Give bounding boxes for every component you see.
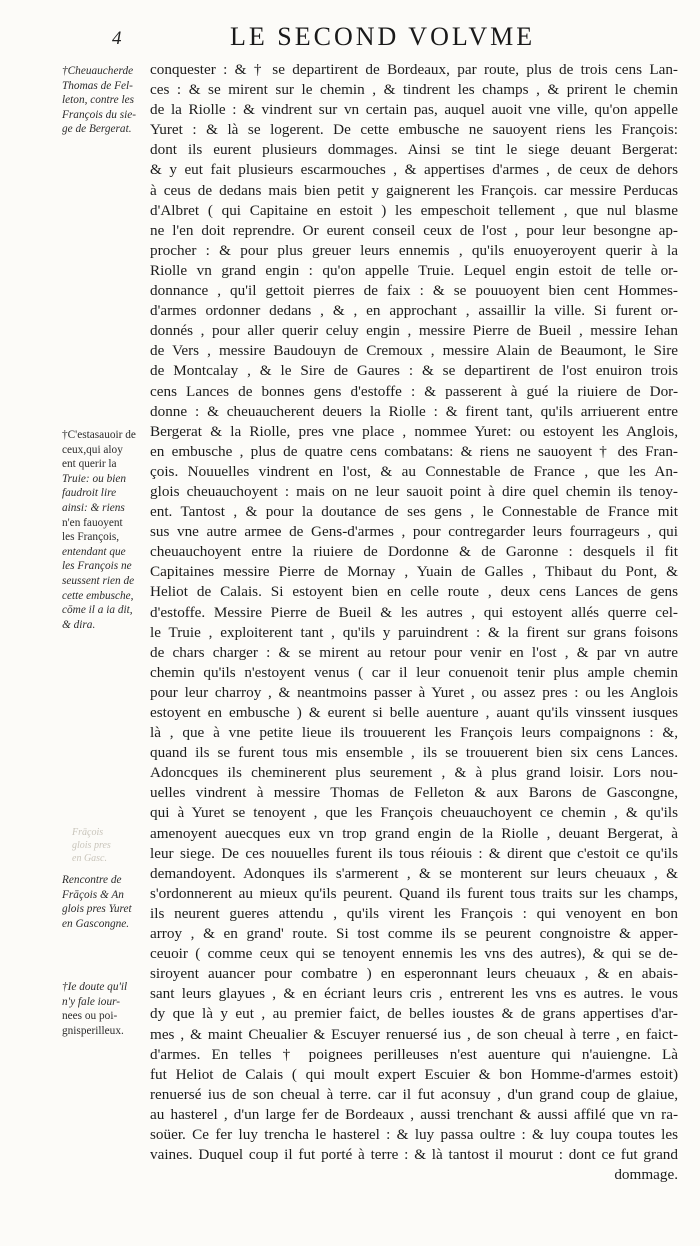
page-number: 4	[112, 28, 122, 49]
margin-note-line: entendant que	[62, 545, 126, 558]
body-line: glois cheuauchoyent : mais on ne leur sauoit point à dire quel chemin ils tenoy-	[150, 482, 678, 500]
margin-note-line: & dira.	[62, 618, 96, 631]
margin-note-line: gnisperilleux.	[62, 1024, 124, 1037]
body-line: renuersé ius de son cheual à terre. car il fut aconsuy , d'un grand coup de glaiue,	[150, 1085, 678, 1103]
body-line: donnés , pour aller querir celuy engin , messire Pierre de Bueil , messire Iehan	[150, 322, 678, 340]
body-line: pour leur charroy , & neantmoins passer à Yuret , ou assez pres : ou les Anglois	[150, 683, 678, 701]
margin-note-line: seussent rien de	[62, 574, 135, 587]
margin-note-line: cette embusche,	[62, 589, 134, 602]
body-line: là , que à vne petite lieue ils trouuerent les François leurs compaignons : &,	[150, 724, 678, 742]
body-line: en embusche , plus de quatre cens combatans: & riens ne sauoyent † des Fran-	[150, 442, 678, 460]
margin-note-line: les François ne	[62, 560, 132, 573]
margin-note-3	[62, 873, 150, 931]
margin-note-line: Truie: ou bien	[62, 472, 127, 485]
margin-note-line: ent querir la	[62, 458, 117, 471]
margin-note-line: François du sie-	[62, 108, 137, 121]
margin-note-line: ge de Bergerat.	[62, 123, 132, 136]
body-line: de Vers , messire Baudouyn de Cremoux , messire Alain de Beaumont, le Sire	[150, 342, 678, 360]
margin-note-4	[62, 980, 150, 1038]
body-line: mes , & maint Cheualier & Escuyer renuersé ius , de son cheual à terre , en faict-	[150, 1025, 678, 1043]
body-line: Bergerat & la Riolle, pres vne place , nommee Yuret: ou estoyent les Anglois,	[150, 422, 678, 440]
body-line: demandoyent. Adonques ils s'armerent , & se monterent sur leurs cheuaux , &	[150, 864, 678, 882]
catchword: dommage.	[614, 1166, 678, 1184]
margin-note-2	[62, 428, 150, 632]
margin-note-line: les François,	[62, 531, 120, 544]
body-line: dy que là y eut , au premier faict, de belles ioustes & de grans appertises d'ar-	[150, 1005, 678, 1023]
margin-note-line: ceux,qui aloy	[62, 443, 123, 456]
margin-note-line: †Ie doute qu'il	[62, 981, 128, 993]
body-line: ils neurent gueres attendu , qu'ils virent les François : qui venoyent en bon	[150, 904, 678, 922]
margin-note-line: leton, contre les	[62, 94, 135, 107]
body-line: Riolle vn grand engin : qu'on appelle Truie. Lequel engin estoit de telle or-	[150, 261, 678, 279]
ghost-line: Frāçois	[72, 827, 104, 838]
margin-note-line: ainsi: & riens	[62, 501, 125, 514]
page-header	[112, 22, 592, 52]
body-line: sus vne autre armee de Gens-d'armes , pour contregarder leurs fourrageurs , qui	[150, 523, 678, 541]
margin-note-line: Thomas de Fel-	[62, 79, 133, 92]
body-line: donne : & cheuaucherent deuers la Riolle : & firent tant, qu'ils arriuerent entre	[150, 402, 678, 420]
body-line: estoyent en embusche ) & eurent si belle auenture , auant qu'ils vinssent iusques	[150, 704, 678, 721]
show-through-text	[72, 826, 111, 865]
body-line: vaines. Duquel coup il fut porté à terre : & là tantost il mourut : dont ce fut grand	[150, 1146, 678, 1164]
body-line: d'estoffe. Messire Pierre de Bueil & les autres , qui estoyent allés querre cel-	[150, 603, 678, 621]
body-line: chemin qu'ils n'estoyent venus ( car il leur conuenoit tenir plus ample chemin	[150, 663, 678, 681]
body-line: conquester : & † se departirent de Bordeaux, par route, plus de trois cens Lan-	[150, 61, 678, 78]
body-line: s'ordonnerent au mieux qu'ils peurent. Quand ils furent tous traits sur les champs,	[150, 884, 678, 902]
body-line: quand ils se furent tous mis ensemble , ils se trouuerent bien six cens Lances.	[150, 744, 678, 762]
body-line: fut Heliot de Calais ( qui moult expert Escuier & bon Homme-d'armes estoit)	[150, 1065, 678, 1083]
body-line: amenoyent auecques eux vn trop grand engin de la Riolle , deuant Bergerat, à	[150, 824, 678, 842]
body-line: ent. Tantost , & pour la doutance de ses gens , le Connestable de France mit	[150, 503, 678, 521]
margin-note-line: faudroit lire	[62, 487, 117, 500]
body-line: de Montcalay , & le Sire de Gaures : & se departirent de l'ost enuiron trois	[150, 362, 678, 380]
body-line: dont ils eurent plusieurs dommages. Ainsi se tint le siege deuant Bergerat:	[150, 141, 678, 159]
body-line: procher : & pour plus greuer leurs ennemis , qu'ils enuoyeroyent querir à la	[150, 241, 678, 259]
body-line: d'Albret ( qui Capitaine en estoit ) les empeschoit tellement , que nul blasme	[150, 201, 678, 219]
body-line: Heliot de Calais. Si estoyent bien en celle route , deux cens Lances de gens	[150, 583, 678, 601]
body-line: ne l'en doit reprendre. Or eurent conseil ceux de l'ost , pour leur besongne ap-	[150, 221, 678, 239]
margin-note-line: n'y fale iour-	[62, 995, 121, 1008]
body-line: arroy , & en grand' route. Si tost comme ils se peurent congnoistre & apper-	[150, 925, 678, 943]
body-line: le Truie , exploiterent tant , qu'ils y paruindrent : & la firent sur grans foisons	[150, 623, 678, 641]
body-line: soüer. Ce fer luy trencha le hasterel : & luy passa oultre : & luy coupa toutes les	[150, 1125, 678, 1143]
body-line: leur siege. De ces nouuelles furent ils tous réiouis : & dirent que c'estoit ce qu'ils	[150, 844, 678, 862]
body-text	[150, 60, 678, 1185]
margin-note-1	[62, 64, 150, 137]
running-title: LE SECOND VOLVME	[230, 22, 536, 51]
body-line: donnance , qu'il gettoit pierres de faix : & se pouuoyent bien cent Hommes-	[150, 282, 678, 300]
body-line: ceuoir ( comme ceux qui se tenoyent ennemis les vns des autres), & qui se de-	[150, 945, 678, 963]
margin-note-line: en Gascongne.	[62, 917, 130, 930]
body-line: cens Lances de bonnes gens d'estoffe : & passerent à gué la riuiere de Dor-	[150, 382, 678, 400]
body-line: au hasterel , d'un large fer de Bordeaux , aussi trenchant & aussi affilé que vn ra-	[150, 1105, 678, 1123]
body-line: siroyent auancer pour combatre ) en esperonnant leurs cheuaux , & en abais-	[150, 965, 678, 983]
margin-note-line: glois pres Yuret	[62, 903, 132, 916]
margin-note-line: Rencontre de	[62, 874, 122, 886]
body-line: çois. Nouuelles vindrent en l'ost, & au Connestable de France , que les An-	[150, 462, 678, 480]
body-line: de la Riolle : & vindrent sur vn certain pas, auquel auoit vne ville, qu'on appelle	[150, 101, 678, 119]
body-line: qui à Yuret se tenoyent , que les François cheuauchoyent ce chemin , & qu'ils	[150, 804, 678, 822]
body-line: & y eut fait plusieurs escarmouches , & appertises d'armes , de ceux de dehors	[150, 161, 678, 179]
body-line: de chars charger : & se mirent au retour pour venir en l'ost , & par vn autre	[150, 643, 678, 661]
margin-note-line: cōme il a ia dit,	[62, 604, 133, 617]
margin-note-line: nees ou poi-	[62, 1010, 118, 1023]
ghost-line: en Gasc.	[72, 853, 107, 864]
margin-note-line: Frāçois & An	[62, 888, 124, 901]
body-line: Yuret : & là se logerent. De cette embusche ne sauoyent riens les François:	[150, 121, 678, 139]
body-line: à ceus de dedans mais bien petit y gaignerent les François. car messire Perducas	[150, 181, 678, 199]
margin-note-line: †C'estasauoir de	[62, 429, 136, 441]
margin-note-line: †Cheuaucherde	[62, 65, 134, 77]
body-line: Adoncques ils cheminerent plus seurement , & à plus grand loisir. Lors nou-	[150, 764, 678, 782]
body-line: sant leurs glayues , & en écriant leurs cris , entrerent les vns es autres. le vous	[150, 985, 678, 1003]
body-line: Capitaines messire Pierre de Mornay , Yuain de Galles , Thibaut du Pont, &	[150, 563, 678, 581]
body-line: d'armes ordonner dedans , & , en approchant , assaillir la ville. Si furent or-	[150, 302, 678, 320]
body-line: uelles vindrent à messire Thomas de Felleton & aux Barons de Gascongne,	[150, 784, 678, 802]
margin-note-line: n'en fauoyent	[62, 516, 123, 529]
body-line: ces : & se mirent sur le chemin , & tindrent les champs , & prirent le chemin	[150, 81, 678, 99]
body-line: d'armes. En telles † poignees perilleuses n'est auenture qui n'auiengne. Là	[150, 1045, 678, 1063]
ghost-line: glois pres	[72, 840, 111, 851]
body-line: cheuauchoyent entre la riuiere de Dordonne & de Garonne : desquels il fit	[150, 543, 678, 561]
